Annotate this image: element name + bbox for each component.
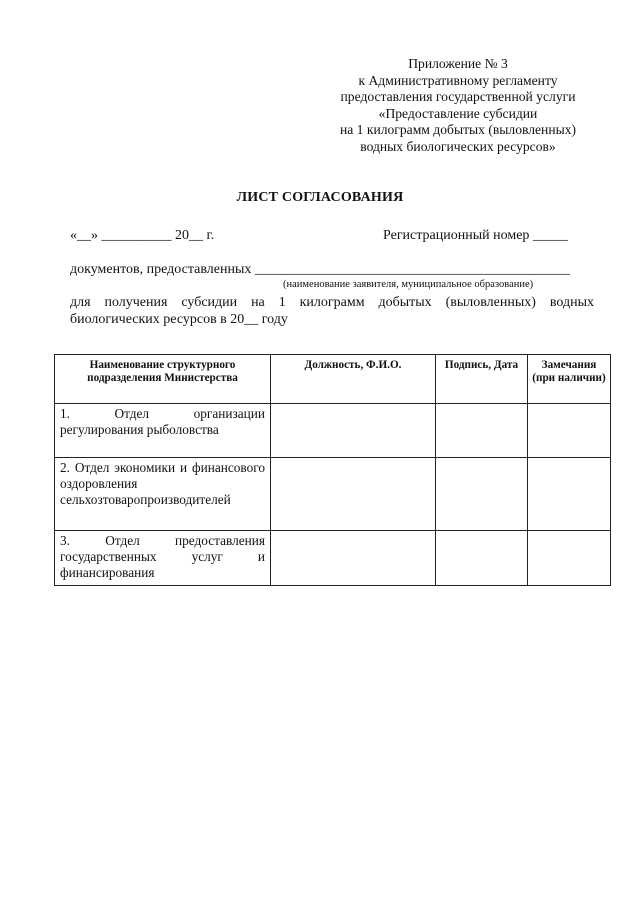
department-cell: 1. Отдел организации регулирования рыболовства: [55, 404, 271, 458]
appendix-line: предоставления государственной услуги: [340, 89, 576, 105]
position-name-cell: [271, 458, 436, 531]
table-row: [55, 404, 611, 458]
registration-number-field: Регистрационный номер _____: [383, 228, 568, 243]
table-row: [55, 458, 611, 531]
remarks-cell: [528, 531, 611, 586]
signature-date-cell: [436, 531, 528, 586]
header-position-name: Должность, Ф.И.О.: [271, 355, 436, 404]
appendix-line: к Административному регламенту: [358, 72, 558, 88]
appendix-block: [318, 56, 598, 156]
signature-date-cell: [436, 404, 528, 458]
header-remarks: Замечания (при наличии): [528, 355, 611, 404]
position-name-cell: [271, 531, 436, 586]
header-department: Наименование структурного подразделения Министерства: [55, 355, 271, 404]
appendix-line: водных биологических ресурсов»: [360, 138, 556, 154]
purpose-text: для получения субсидии на 1 килограмм добытых (выловленных) водных биологических ресурсов в 20__ году: [70, 295, 594, 327]
appendix-line: на 1 килограмм добытых (выловленных): [339, 122, 577, 138]
approval-table: [54, 354, 611, 586]
appendix-line: Приложение № 3: [408, 56, 508, 71]
date-field: «__» __________ 20__ г.: [70, 228, 215, 243]
department-cell: 2. Отдел экономики и финансового оздоровления сельхозтоваропроизводителей: [55, 458, 271, 531]
remarks-cell: [528, 458, 611, 531]
appendix-line: «Предоставление субсидии: [378, 105, 538, 121]
documents-field: документов, предоставленных _____________________________________________: [70, 262, 570, 277]
applicant-hint: (наименование заявителя, муниципальное образование): [283, 279, 534, 290]
table-header-row: [55, 355, 611, 404]
signature-date-cell: [436, 458, 528, 531]
position-name-cell: [271, 404, 436, 458]
department-cell: 3. Отдел предоставления государственных услуг и финансирования: [55, 531, 271, 586]
header-signature-date: Подпись, Дата: [436, 355, 528, 404]
document-title: ЛИСТ СОГЛАСОВАНИЯ: [236, 190, 404, 205]
remarks-cell: [528, 404, 611, 458]
table-row: [55, 531, 611, 586]
